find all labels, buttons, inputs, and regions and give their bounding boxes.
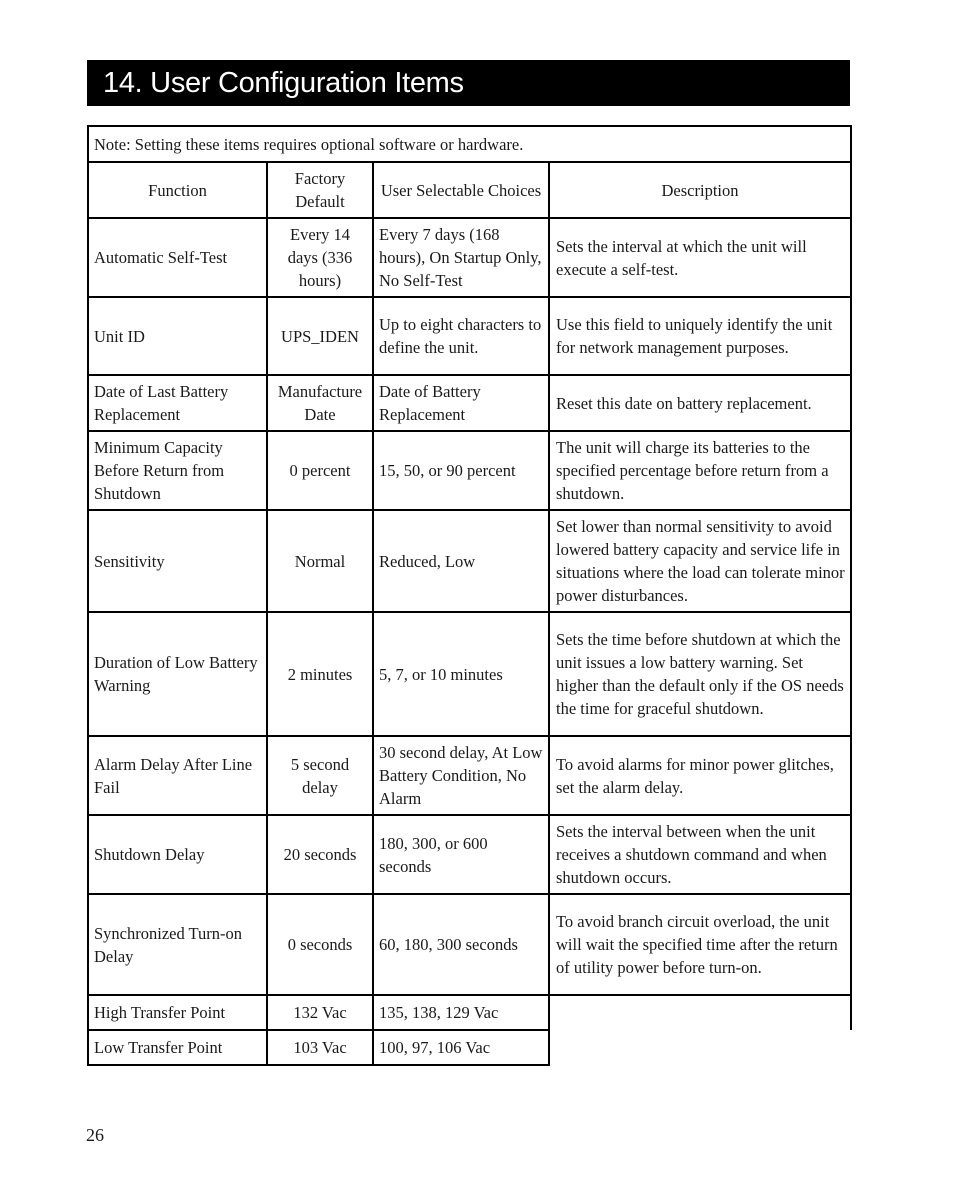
section-title: 14. User Configuration Items (87, 60, 850, 106)
table-row (88, 736, 851, 815)
choices-cell: 60, 180, 300 seconds (373, 894, 549, 995)
choices-cell: Reduced, Low (373, 510, 549, 612)
choices-cell: Up to eight characters to define the unit. (373, 297, 549, 375)
function-cell: Synchronized Turn-on Delay (88, 894, 267, 995)
default-cell: 103 Vac (267, 1030, 373, 1065)
column-header-description: Description (549, 162, 851, 218)
configuration-table (87, 125, 852, 1066)
empty-description-cell (549, 995, 851, 1030)
table-row (88, 297, 851, 375)
default-cell: 20 seconds (267, 815, 373, 894)
default-cell: Manufacture Date (267, 375, 373, 431)
column-header-factory-default: Factory Default (267, 162, 373, 218)
function-cell: Unit ID (88, 297, 267, 375)
function-cell: Duration of Low Battery Warning (88, 612, 267, 736)
description-cell: Sets the interval between when the unit receives a shutdown command and when shutdown occurs. (549, 815, 851, 894)
choices-cell: 180, 300, or 600 seconds (373, 815, 549, 894)
choices-cell: 100, 97, 106 Vac (373, 1030, 549, 1065)
choices-cell: 30 second delay, At Low Battery Condition, No Alarm (373, 736, 549, 815)
description-cell: Reset this date on battery replacement. (549, 375, 851, 431)
function-cell: Sensitivity (88, 510, 267, 612)
table-row (88, 894, 851, 995)
choices-cell: Date of Battery Replacement (373, 375, 549, 431)
table-row (88, 218, 851, 297)
default-cell: Normal (267, 510, 373, 612)
function-cell: Date of Last Battery Replacement (88, 375, 267, 431)
choices-cell: Every 7 days (168 hours), On Startup Only, No Self-Test (373, 218, 549, 297)
table-row (88, 995, 851, 1030)
description-cell: Sets the interval at which the unit will execute a self-test. (549, 218, 851, 297)
table-row (88, 431, 851, 510)
column-header-user-selectable-choices: User Selectable Choices (373, 162, 549, 218)
default-cell: 0 percent (267, 431, 373, 510)
page-number: 26 (86, 1125, 104, 1145)
default-cell: 2 minutes (267, 612, 373, 736)
function-cell: Automatic Self-Test (88, 218, 267, 297)
default-cell: Every 14 days (336 hours) (267, 218, 373, 297)
choices-cell: 5, 7, or 10 minutes (373, 612, 549, 736)
table-note: Note: Setting these items requires optional software or hardware. (88, 126, 851, 162)
note-row (88, 126, 851, 162)
default-cell: UPS_IDEN (267, 297, 373, 375)
table-row (88, 815, 851, 894)
default-cell: 5 second delay (267, 736, 373, 815)
choices-cell: 135, 138, 129 Vac (373, 995, 549, 1030)
column-header-function: Function (88, 162, 267, 218)
table-row (88, 510, 851, 612)
description-cell: To avoid alarms for minor power glitches, set the alarm delay. (549, 736, 851, 815)
description-cell: Use this field to uniquely identify the unit for network management purposes. (549, 297, 851, 375)
description-cell: Sets the time before shutdown at which the unit issues a low battery warning. Set higher than the default only if the OS needs the time for graceful shutdown. (549, 612, 851, 736)
description-cell: The unit will charge its batteries to the specified percentage before return from a shutdown. (549, 431, 851, 510)
choices-cell: 15, 50, or 90 percent (373, 431, 549, 510)
function-cell: Alarm Delay After Line Fail (88, 736, 267, 815)
description-cell: To avoid branch circuit overload, the unit will wait the specified time after the return of utility power before turn-on. (549, 894, 851, 995)
function-cell: High Transfer Point (88, 995, 267, 1030)
default-cell: 132 Vac (267, 995, 373, 1030)
default-cell: 0 seconds (267, 894, 373, 995)
table-row (88, 1030, 851, 1065)
table-row (88, 375, 851, 431)
function-cell: Minimum Capacity Before Return from Shutdown (88, 431, 267, 510)
table-row (88, 612, 851, 736)
header-row (88, 162, 851, 218)
function-cell: Low Transfer Point (88, 1030, 267, 1065)
function-cell: Shutdown Delay (88, 815, 267, 894)
description-cell: Set lower than normal sensitivity to avoid lowered battery capacity and service life in situations where the load can tolerate minor power disturbances. (549, 510, 851, 612)
empty-description-cell (549, 1030, 851, 1065)
